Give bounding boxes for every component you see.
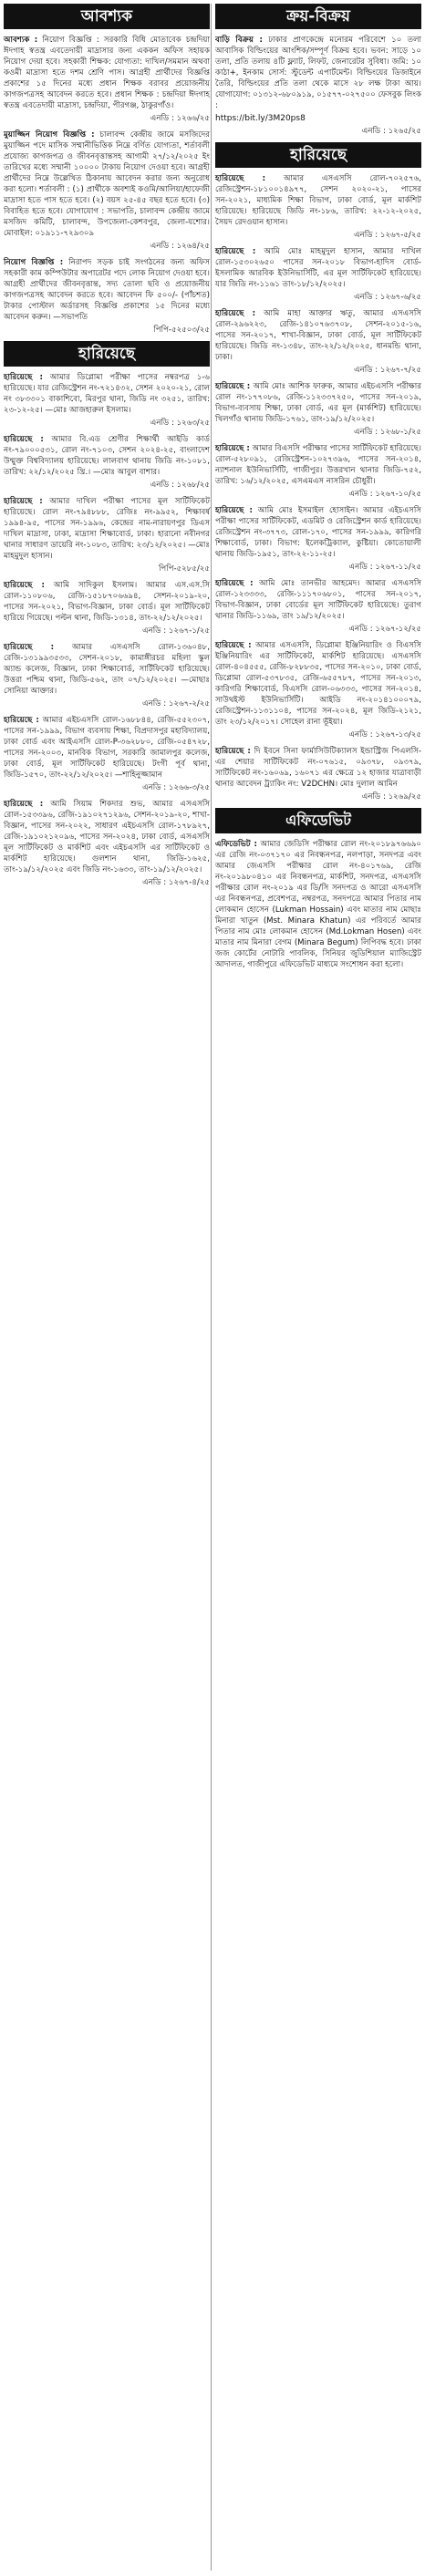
lost-text: আমার ডিপ্লোমা পরীক্ষা পাসের নম্বরপত্র ১-৬ হারিয়েছে। যার রেজিস্ট্রেশন নং-৭২১৪৩২, সেশন ২০২০-২১, রোল নং ৩৮৩৩০১ বাকাশিবো, মিরপুর থানা, জিডি নং ৩২৫১, তারিখ: ২৩-১২-২৫। —মোঃ আজহারুল ইসলাম। [4, 373, 210, 415]
lost-code: এনডি : ১২৬৭-১০/২৫ [348, 490, 421, 499]
ad-label: মুয়াজ্জিন নিয়োগ বিজ্ঞপ্তি : [4, 130, 95, 140]
sale-block [215, 35, 421, 137]
ad-block [4, 35, 210, 124]
ad-block [4, 129, 210, 252]
lost-label: হারিয়েছে : [4, 435, 44, 444]
lost-label: হারিয়েছে : [4, 716, 39, 725]
lost-block [215, 746, 421, 802]
facebook-link[interactable]: https://bit.ly/3M20ps8 [215, 114, 306, 123]
ad-text: চালাবন্দ কেন্দ্রীয় জামে মসজিদের মুয়াজ্জিন পদে মাসিক সম্মানীভিত্তিক নিম্নে বর্ণিত যোগ্যতা, শর্তাবলী প্রযোজ্য কাগজপত্র ও জীবনবৃত্তান্তসহ আগামী ২৭/১২/২০২৫ ইং তারিখের মধ্যে সম্মানী ১০০০০ টাকায় নিয়োগ দেওয়া হবে। আগ্রহী প্রার্থীদের নিম্নে উল্লেখিত ঠিকানায় আবেদন করার জন্য অনুরোধ করা হলো। শর্তাবলী : (১) প্রার্থীকে অবশ্যই কওমি/আলিয়া/হাফেজী মাদ্রাসা হতে পাস হতে হবে। (২) বয়স ২৫-৪৫ বছর হতে হবে। (৩) বিবাহিত হতে হবে। যোগাযোগ : সভাপতি, চালাবন্দ কেন্দ্রীয় জামে মসজিদ কমিটি, চালাবন্দ, উপজেলা-কেশবপুর, জেলা-যশোর। মোবাইল: ০১৯১১-৭২৯৩০৯ [4, 130, 210, 238]
column-divider [211, 4, 212, 2571]
lost-code: এনডি : ১২৬৭-১১/২৫ [348, 563, 421, 572]
lost-notice [4, 496, 210, 562]
lost-block [4, 642, 210, 709]
lost-notice [215, 505, 421, 560]
lost-notice [215, 246, 421, 290]
ad-code: এনডি : ১২৬৪/২৫ [150, 242, 210, 251]
lost-notice [4, 580, 210, 624]
sale-label: বাড়ি বিক্রয় : [215, 36, 263, 45]
lost-block [215, 246, 421, 303]
lost-notice [4, 715, 210, 781]
lost-text: আমি মোঃ মাহমুদুল হাসান, আমার দাখিল রোল-১৫৩০২৬৫০ পাসের সন-২০১৮ বিভাগ-হাদিস বোর্ড-ইসলামিক আরবিক ইউনিভার্সিটি, এর মূল সার্টিফিকেট হারিয়েছে। যার জিডি নং-১১৬১ তাং-১৮/১২/২০২৫। [215, 247, 421, 289]
lost-label: হারিয়েছে : [4, 800, 44, 809]
lost-text: আমি মাহা আক্তার ঋতু, আমার এসএসসি রোল-২৯৬২২৩, রেজি-১৪১০৭৬৩৭০৮, সেশন-২০১৫-১৬, পাসের সন-২০১৭, শাখা-বিজ্ঞান, ঢাকা বোর্ড, মূল সার্টিফিকেট হারিয়েছে। জিডি নং-১৩৪৮, তাং-২২/১২/২০২৫, ধানমন্ডি থানা, ঢাকা। [215, 309, 421, 362]
lost-notice [215, 308, 421, 363]
lost-label: হারিয়েছে : [215, 506, 253, 515]
lost-code: এনডি : ১২৬৭-৪/২৫ [142, 878, 210, 887]
lost-notice [4, 799, 210, 875]
lost-block [4, 799, 210, 888]
lost-code: এনডি : ১২৬৬-৩/২৫ [142, 783, 210, 792]
lost-notice [4, 642, 210, 697]
lost-notice [215, 173, 421, 228]
ad-block [4, 257, 210, 336]
lost-code: পিপি-৫২৮৫/২৫ [158, 564, 210, 574]
affidavit-block [215, 839, 421, 970]
lost-text: আমার এসএসসি রোল-১৩৬০৪৮, রেজি-১৩১৯৯৩৫৩৩, সেশন-২০১৮, কামাঙ্গীরচর মহিলা স্কুল অ্যান্ড কলেজ, বিজ্ঞান, ঢাকা শিক্ষাবোর্ড, সার্টিফিকেট হারিয়েছে। উত্তরা পশ্চিম থানা, জিডি-৫৬২, তাং ০৭/১২/২০২৫। —মোছাঃ সোনিয়া আক্তার। [4, 643, 210, 696]
lost-text: আমার এসএসসি রোল-৭০২৫৭৬, রেজিস্ট্রেশন-১৮১০০১৪৯৭৭, সেশন ২০২০-২১, পাসের সন-২০২১, মাধ্যমিক শিক্ষা বিভাগ, ঢাকা বোর্ড, মূল মার্কশিট হারিয়েছে। হারিয়েছে জিডি নং-১৮৬, তারিখ: ২২-১২-২০২৫, সৈয়দ রেদওয়ান হাসান। [215, 174, 422, 227]
lost-label: হারিয়েছে : [215, 444, 250, 453]
lost-label: হারিয়েছে : [215, 247, 256, 256]
lost-label: হারিয়েছে : [4, 497, 43, 506]
lost-text: আমার দাখিল পরীক্ষা পাসের মূল সার্টিফিকেট হারিয়েছে। রোল নং-৭৯৪৮৮৮, রেজিঃ নং-৯৯৫২, শিক্ষাবর্ষ ১৯৯৪-৯৫, পাসের সন-১৯৯৬, কেন্দ্রের নাম-নারায়ণপুর ডিএস দাখিল মাদ্রাসা, ঢাকা, মাদ্রাসা শিক্ষাবোর্ড, ঢাকা। হারানো নবীনগর থানার সাধারণ ডায়েরি নং-১০৮৩, তারিখ: ২৩/১২/২০২৫। —মোঃ মাহমুদুল হাসান। [4, 497, 210, 561]
ad-code: এনডি : ১২৬৬/২৫ [150, 114, 210, 123]
ad-label: নিয়োগ বিজ্ঞপ্তি : [4, 258, 64, 267]
sale-code: এনডি : ১২৬৫/২৫ [361, 127, 421, 136]
lost-notice [215, 578, 421, 622]
lost-notice [4, 372, 210, 416]
sale-notice [215, 35, 421, 111]
ad-code: পিপি-৫২৫০৩/২৫ [153, 326, 210, 335]
lost-notice [215, 746, 421, 790]
lost-text: আমি মোঃ ইসমাইল হোসাইন। আমার এইচএসসি পরীক্ষা পাসের সার্টিফিকেট, এডমিট ও রেজিস্ট্রেশন কার্ড হারিয়েছে। রেজিস্ট্রেশন নং-৩৭৭৩, রোল-১৭০, পাসের সন-১৯৯৯, কারিগরি শিক্ষাবোর্ড, ঢাকা। বিভাগ: ইলেকট্রিক্যাল, কুষ্টিয়া। কোতোয়ালী থানায় জিডি-১৯৫১, তাং-২২-১১-২৫। [215, 506, 421, 559]
affidavit-notice [215, 839, 421, 970]
lost-block [4, 496, 210, 574]
section-header-affidavit: এফিডেভিট [215, 808, 421, 833]
lost-block [215, 505, 421, 573]
lost-text: আমার এসএসসি, ডিপ্লোমা ইঞ্জিনিয়ারিং ও বিএসসি ইঞ্জিনিয়ারিং এর সার্টিফিকেট, মার্কশিট হারিয়েছে। এসএসসি রোল-৪০৪৫৫৫, রেজি-৮২৮৮৩৫, পাসের সন-২০১০, ঢাকা বোর্ড, ডিপ্লোমা রোল-৫৩৭৮৩৫, রেজি-৬৫৫৭৮৭, পাসের সন-২০১৩, কারিগরি শিক্ষাবোর্ড, বিএসসি রোল-০৬৩৩৩, পাসের সন-২০১৪, সাউথইস্ট ইউনিভার্সিটি। আইডি নং-২০১৪১০০০৭৯, রেজিস্ট্রেশন-১১৩১১০৪, পাসের সন-২০২৪, মূল জিডি-২১২১, তাং ২৩/১২/২০১৭। সোহেল রানা ভূঁইয়া। [215, 641, 421, 727]
lost-notice [4, 434, 210, 478]
lost-code: এনডি : ১২৬৭-২/২৫ [142, 699, 210, 709]
lost-text: আমি মোঃ আশিক ফারুক, আমার এইচএসসি পরীক্ষার রোল নং-১৭৭০৮৬, রেজি-১১২৩৩৭২৫০, পাসের সন-২০১৯, বিভাগ-ব্যবসায় শিক্ষা, ঢাকা বোর্ড, এর মূল (মার্কশিট) হারিয়েছে। খিলগাঁও থানায় জিডি-১৭৬১, তাং-১৯/১২/২০২৫। [215, 382, 421, 424]
section-header-lost: হারিয়েছে [215, 142, 421, 168]
right-column [215, 4, 421, 972]
lost-notice [215, 443, 421, 487]
lost-text: আমি মোঃ তানভীর আহমেদ। আমার এসএসসি রোল-১২৩৩৩৩, রেজি-১১১৭০৬৮০১, পাসের সন-২০১৭, বিভাগ-বিজ্ঞান, ঢাকা বোর্ডের মূল সার্টিফিকেট হারিয়েছে। তুরাগ থানার জিডি-১১৬৯, তাং ১৯/১২/২০২৫। [215, 579, 421, 621]
lost-label: হারিয়েছে : [215, 174, 266, 183]
lost-block [215, 381, 421, 438]
lost-text: আমার বি.এড শ্রেণীর শিক্ষার্থী আইডি কার্ড নং-৭৯০০০৫৩১, রোল নং-৭১০৩, সেশন ২০২৪-২৫, বাংলাদেশ উন্মুক্ত বিশ্ববিদ্যালয় হারিয়েছে। লালবাগ থানায় জিডি নং-১০৮১, তারিখ: ২২/১২/২০২৫ খ্রি.। —মোঃ আবুল বাশার। [4, 435, 210, 477]
lost-notice [215, 640, 421, 728]
section-header-buy-sell: ক্রয়-বিক্রয় [215, 4, 421, 29]
left-column [4, 4, 210, 894]
lost-block [215, 640, 421, 740]
lost-code: এনডি : ১২৬৮/২৫ [150, 481, 210, 490]
lost-text: আমি সিয়াম শিকদার শুভ, আমার এসএসসি রোল-১৫৩৩৯৬, রেজি-১৯১০২৭১২৯৬, সেশন-২০১৯-২০, শাখা-বিজ্ঞান, পাসের সন-২০২২, সাধারণ এইচএসসি রোল-১৭৮৯২৭, রেজি-১৯১০২১২০৯৬, পাসের সন-২০২৪, ঢাকা বোর্ড, এসএসসি মূল সার্টিফিকেট ও মার্কশিট এবং এইচএসসি এর সার্টিফিকেট ও মার্কশিট হারিয়েছে। গুলশান থানা, জিডি-১৬২৫, তাং-১৯/১২/২০২৫ এবং জিডি নং-১৬৩৩, তাং-১৯/১২/২০২৫। [4, 800, 210, 874]
lost-text: আমি সাদিকুল ইসলাম। আমার এস.এস.সি রোল-১১০৮০৬, রেজি-১৫১৮৭০৬৬৯৪, সেশন-২০১৯-২০, পাসের সন-২০২১, বিভাগ-বিজ্ঞান, ঢাকা বোর্ড। মূল সার্টিফিকেট হারিয়ে গিয়েছে। পল্টন থানা, জিডি-১৩১৪, তাং-২২/১২/২০২৫। [4, 581, 211, 623]
lost-block [4, 372, 210, 429]
lost-label: হারিয়েছে : [215, 641, 252, 650]
lost-text: আমার বিএসসি পরীক্ষার পাসের সার্টিফিকেট হারিয়েছে। রোল-৫২৮০৯১, রেজিস্ট্রেশন-১০২৭৩৯৬, পাসের সন-২০১৪, ন্যাশনাল ইউনিভার্সিটি, গাজীপুর। উত্তরখান থানার জিডি-৭৫২, তারিখ: ১৬/১২/২০২৫, এসএমএস নাসরিন চৌধুরী। [215, 444, 421, 486]
lost-code: এনডি : ১২৬৭-১/২৫ [142, 626, 210, 636]
lost-code: এনডি : ১২৬৭-১৩/২৫ [348, 730, 421, 740]
lost-notice [215, 381, 421, 425]
lost-block [215, 578, 421, 635]
classified-ad [4, 257, 210, 323]
lost-code: এনডি : ১২৬৩/২৫ [150, 419, 210, 428]
lost-label: হারিয়েছে : [4, 373, 43, 382]
lost-label: হারিয়েছে : [215, 309, 256, 318]
ad-label: আবশ্যক : [4, 36, 38, 45]
lost-label: হারিয়েছে : [4, 643, 55, 652]
lost-block [215, 443, 421, 500]
affidavit-text: আমার জেডিসি পরীক্ষার রোল নং-২০১৮৯৭৬৬৯০ এর রেজি নং-০৩৭১৭০ এর নিবন্ধনপত্র, নলপাড়া, সনদপত্র এবং আমার জেএসসি পরীক্ষার রোল নং-৪০১৭৬৯, রেজি নং-২০১৯৮০৪১০ এর নিবন্ধনপত্র, মার্কশিট, সনদপত্র, এসএসসি পরীক্ষার রোল নং-২০১৯ এর ডি/সি সনদপত্র ও আরো এসএসসি এর নিবন্ধনপত্র, প্রবেশপত্র, নম্বরপত্র, সনদপত্রে আমার পিতার নাম লোকমান হোসেন (Lukman Hossain) এবং মাতার নাম মোছাঃ মিনারা খাতুন (Mst. Minara Khatun) এর পরিবর্তে আমার পিতার নাম মোঃ লোকমান হোসেন (Md.Lokman Hosen) এবং মাতার নাম মিনারা বেগম (Minara Begum) লিপিবদ্ধ হবে। ঢাকা জজ কোর্টের নোটারি পাবলিক, সিনিয়র জুডিশিয়াল ম্যাজিস্ট্রেট আদালত, গাজীপুরে এফিডেভিট মাধ্যমে সংশোধন করা হলো। [215, 840, 422, 969]
lost-label: হারিয়েছে : [215, 747, 251, 756]
lost-block [215, 173, 421, 241]
lost-code: এনডি : ১২৬৭-১২/২৫ [348, 625, 421, 634]
classified-ad [4, 129, 210, 239]
sale-text: ঢাকার প্রাণকেন্দ্রে মনোরম পরিবেশে ১০ তলা আবাসিক বিল্ডিংয়ের আংশিক/সম্পূর্ণ বিক্রয় হবে। ভবন: সাড়ে ১০ তলা, প্রতি তলায় ৪টি ফ্ল্যাট, লিফট, জেনারেটর সুবিধা। জমি: ১০ কাঠা+, ইনকাম সোর্স: স্টুডেন্ট এপার্টমেন্ট। বিল্ডিংয়ের ডিজাইনে তৈরি, বিল্ডিংয়ের প্রতি তলা থেকে মাসে ২৮ লক্ষ টাকা আয়। যোগাযোগ: ০১৩১২-৬৮০৯১৯, ০১৫৭৭-০২৭৫০০ ফেসবুক লিংক : [215, 36, 421, 110]
lost-code: এনডি : ১২৬৭-৫/২৫ [354, 231, 421, 240]
ad-text: নিয়োগ বিজ্ঞপ্তি : সরকারি বিধি মোতাবেক চন্দ্রদিয়া ঈদগাহ স্বতন্ত্র এবতেদায়ী মাদ্রাসার জন্য এককন অফিস সহায়ক নিয়োগ দেয়া হবে। সহকারী শিক্ষক: যোগ্যতা: দাখিল/সমমান অথবা কওমী মাদ্রাসা হতে দশম শ্রেণি পাস। আগ্রহী প্রার্থীদের বিজ্ঞপ্তি প্রকাশের ১৫ দিনের মধ্যে প্রধান শিক্ষক বরাবর প্রয়োজনীয় কাগজপত্রসহ আবেদন করতে হবে। প্রধান শিক্ষক : চন্দ্রদিয়া ঈদগাহ স্বতন্ত্র এবতেদায়ী মাদ্রাসা, চন্দ্রদিয়া, পীরগঞ্জ, ঠাকুরগাঁও। [4, 36, 210, 110]
ad-text: নিরাপদ সড়ক চাই সংগঠনের জন্য অফিস সহকারী কাম কম্পিউটার অপারেটর পদে লোক নিয়োগ দেওয়া হবে। আগ্রহী প্রার্থীদের জীবনবৃত্তান্ত, সদ্য তোলা ছবি ও প্রয়োজনীয় কাগজপত্রসহ আবেদন করতে হবে। আবেদন ফি ৫০০/- (পাঁচশত) টাকার পোস্টাল অর্ডারসহ বিজ্ঞপ্তি প্রকাশের ১৫ দিনের মধ্যে আবেদন করুন। —সভাপতি [4, 258, 211, 322]
lost-block [215, 308, 421, 376]
section-header-lost: হারিয়েছে [4, 341, 210, 367]
lost-label: হারিয়েছে : [215, 579, 254, 588]
lost-code: এনডি : ১২৬৯/২৫ [361, 792, 421, 802]
affidavit-label: এফিডেভিট : [215, 840, 257, 849]
classified-ad [4, 35, 210, 111]
lost-block [4, 434, 210, 491]
lost-text: আমার এইচএসসি রোল-১৬৮৮৪৪, রেজি-৫৫২৩০৭, পাসের সন-১৯৯৯, বিভাগ ব্যবসায় শিক্ষা, বিপ্রদাসপুর মহাবিদ্যালয়, ঢাকা বোর্ড এবং আইএসসি রোল-P-৩৬২৮৮০, রেজি-০৫৪৭২৮, পাসের সন-২০০৩, মানবিক বিভাগ, সরকারি জামালপুর কলেজ, ঢাকা বোর্ড, মূল সার্টিফিকেট হারিয়েছে। টংগী পূর্ব থানা, জিডি-১৫৭০, তাং-২২/১২/২০২৫। —শাহিনুজ্জামান [4, 716, 210, 780]
lost-block [4, 715, 210, 793]
lost-code: এনডি : ১২৬৭-৬/২৫ [354, 293, 421, 302]
lost-code: এনডি : ১২৬৭-৭/২৫ [354, 366, 421, 375]
lost-label: হারিয়েছে : [215, 382, 251, 391]
section-header-wanted: আবশ্যক [4, 4, 210, 29]
lost-code: এনডি : ১২৬৮-১/২৫ [354, 428, 421, 437]
lost-block [4, 580, 210, 636]
lost-label: হারিয়েছে : [4, 581, 45, 590]
lost-text: দি ইবনে সিনা ফার্মাসিউটিক্যালস ইন্ডাস্ট্রিজ পিএলসি-এর শেয়ার সার্টিফিকেট নং-০৭৬১৫, ০৯৩৭৮, ০৯৩৭৯, সার্টিফিকেট নং-১৬০৬৯, ১৬০৭১ এর ক্ষেত্রে ১২ হাজার যাত্রাবাড়ী থানার আবেদন ট্র্যাকিং নং: V2DCHN। মোঃ দুলাল আমিন [215, 747, 421, 789]
